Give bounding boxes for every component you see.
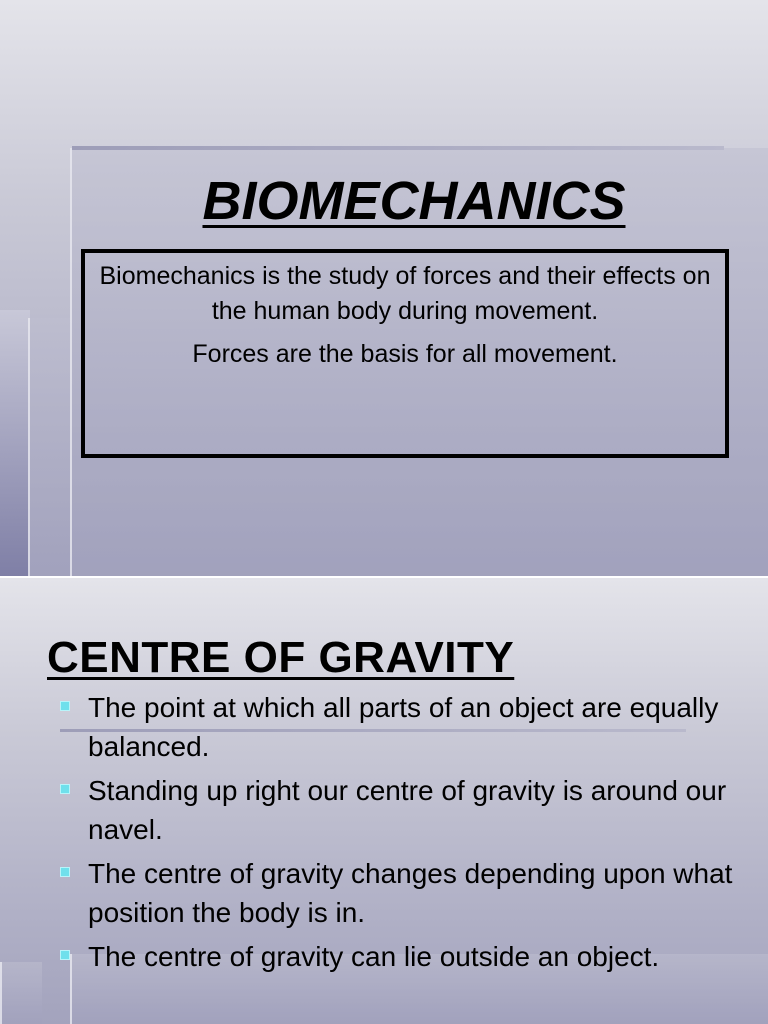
square-bullet-icon [60, 784, 70, 794]
definition-text: Biomechanics is the study of forces and their effects on the human body during movement. [99, 262, 711, 325]
decorative-panel-bottom-left [0, 962, 42, 1024]
list-item [58, 688, 738, 766]
bullet-list [58, 688, 738, 981]
definition-box [81, 249, 729, 458]
slide-title: BIOMECHANICS [202, 171, 626, 231]
bullet-text: The point at which all parts of an object are equally balanced. [88, 692, 719, 762]
bullet-text: Standing up right our centre of gravity is around our navel. [88, 775, 727, 845]
bullet-text: The centre of gravity can lie outside an object. [88, 941, 660, 972]
list-item [58, 771, 738, 849]
bullet-text: The centre of gravity changes depending upon what position the body is in. [88, 858, 733, 928]
statement-text: Forces are the basis for all movement. [192, 340, 618, 368]
decorative-panel-small [28, 318, 74, 576]
square-bullet-icon [60, 867, 70, 877]
slide-title: CENTRE OF GRAVITY [47, 633, 515, 682]
decorative-top-line [72, 146, 724, 150]
square-bullet-icon [60, 701, 70, 711]
list-item [58, 854, 738, 932]
list-item [58, 937, 738, 976]
square-bullet-icon [60, 950, 70, 960]
decorative-left-band [0, 310, 30, 576]
